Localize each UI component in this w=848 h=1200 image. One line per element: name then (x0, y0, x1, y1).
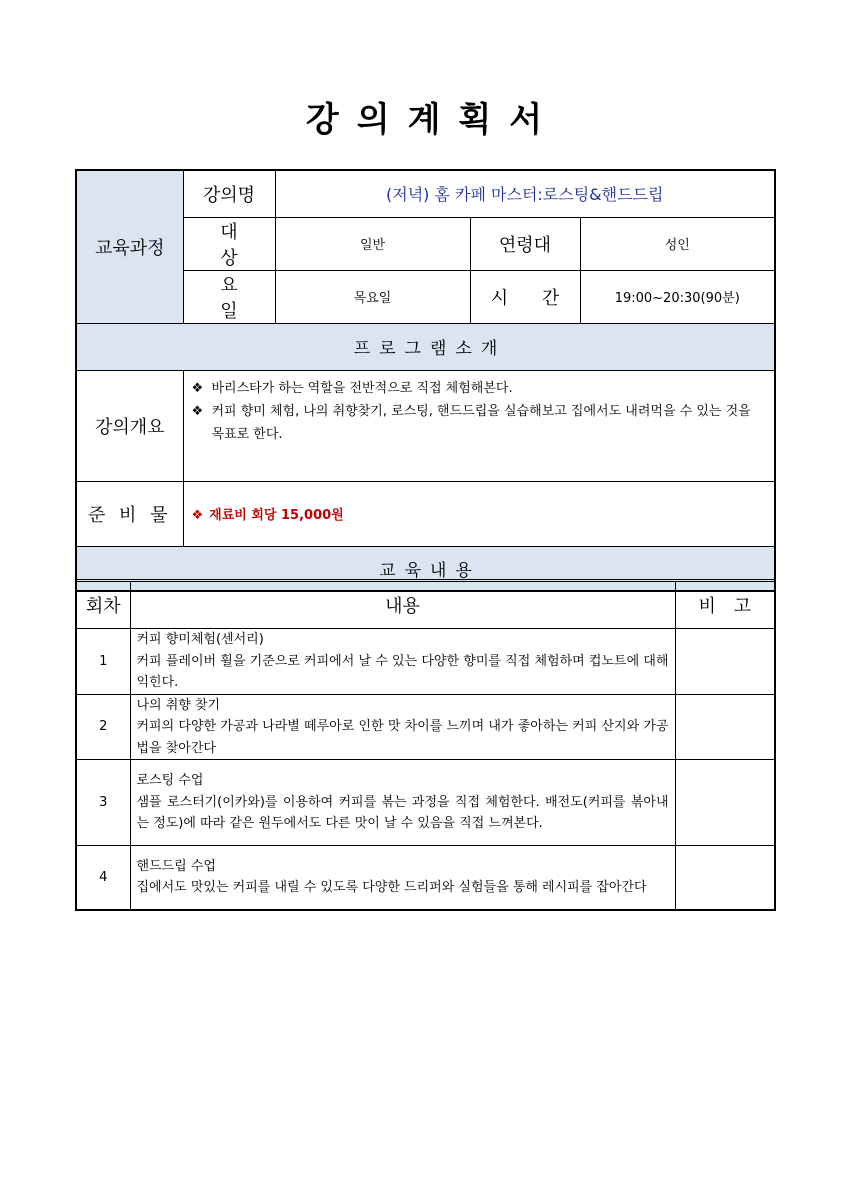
content-desc: 커피의 다양한 가공과 나라별 떼루아로 인한 맛 차이를 느끼며 내가 좋아하는 커피 산지와 가공법을 찾아간다 (136, 719, 669, 756)
content-cell (130, 846, 675, 910)
curriculum-table (75, 579, 776, 911)
course-name: (저녁) 홈 카페 마스터:로스팅&핸드드립 (275, 170, 775, 217)
materials-label: 준 비 물 (76, 481, 183, 546)
age-value: 성인 (580, 217, 775, 270)
content-cell (130, 760, 675, 846)
round-header: 회차 (76, 581, 130, 629)
note-cell (675, 846, 775, 910)
curriculum-header-row (76, 581, 775, 629)
age-label: 연령대 (470, 217, 580, 270)
overview-item (192, 400, 767, 446)
category-label: 교육과정 (76, 170, 183, 323)
time-label: 시 간 (470, 270, 580, 323)
diamond-bullet-icon: ❖ (191, 380, 204, 396)
note-cell (675, 629, 775, 695)
note-cell (675, 694, 775, 760)
overview-content (183, 370, 775, 481)
overview-item-text: 커피 향미 체험, 나의 취향찾기, 로스팅, 핸드드립을 실습해보고 집에서도 내려먹을 수 있는 것을 목표로 한다. (211, 403, 751, 442)
round-number: 3 (76, 760, 130, 846)
program-section-header: 프로그램소개 (76, 323, 775, 370)
overview-item (192, 377, 767, 400)
content-section-header: 교육내용 (76, 546, 775, 591)
course-name-label: 강의명 (183, 170, 275, 217)
overview-item-text: 바리스타가 하는 역할을 전반적으로 직접 체험해본다. (211, 380, 513, 396)
content-desc: 커피 플레이버 휠을 기준으로 커피에서 날 수 있는 다양한 향미를 직접 체험하며 컵노트에 대해 익힌다. (136, 653, 669, 690)
round-number: 1 (76, 629, 130, 695)
round-number: 4 (76, 846, 130, 910)
materials-content (183, 481, 775, 546)
content-header: 내용 (130, 581, 675, 629)
diamond-bullet-icon: ❖ (191, 508, 204, 523)
content-title: 나의 취향 찾기 (136, 697, 221, 713)
content-title: 로스팅 수업 (136, 773, 204, 789)
course-info-table (75, 169, 776, 592)
table-row (76, 760, 775, 846)
target-value: 일반 (275, 217, 470, 270)
time-value: 19:00~20:30(90분) (580, 270, 775, 323)
materials-text: 재료비 회당 15,000원 (209, 508, 344, 523)
day-label: 요 일 (183, 270, 275, 323)
table-row (76, 846, 775, 910)
target-label: 대 상 (183, 217, 275, 270)
note-header: 비 고 (675, 581, 775, 629)
content-title: 핸드드립 수업 (136, 858, 216, 874)
content-desc: 샘플 로스터기(이카와)를 이용하여 커피를 볶는 과정을 직접 체험한다. 배전도(커피를 볶아내는 정도)에 따라 같은 원두에서도 다른 맛이 날 수 있음을 직접 느껴본다. (136, 794, 669, 832)
page-title: 강의계획서 (305, 100, 561, 140)
content-cell (130, 694, 675, 760)
diamond-bullet-icon: ❖ (191, 403, 204, 419)
note-cell (675, 760, 775, 846)
content-cell (130, 629, 675, 695)
table-row (76, 694, 775, 760)
day-value: 목요일 (275, 270, 470, 323)
content-title: 커피 향미체험(센서리) (136, 632, 264, 647)
table-row (76, 629, 775, 695)
overview-label: 강의개요 (76, 370, 183, 481)
round-number: 2 (76, 694, 130, 760)
content-desc: 집에서도 맛있는 커피를 내릴 수 있도록 다양한 드리퍼와 실험들을 통해 레시피를 잡아간다 (136, 880, 647, 896)
